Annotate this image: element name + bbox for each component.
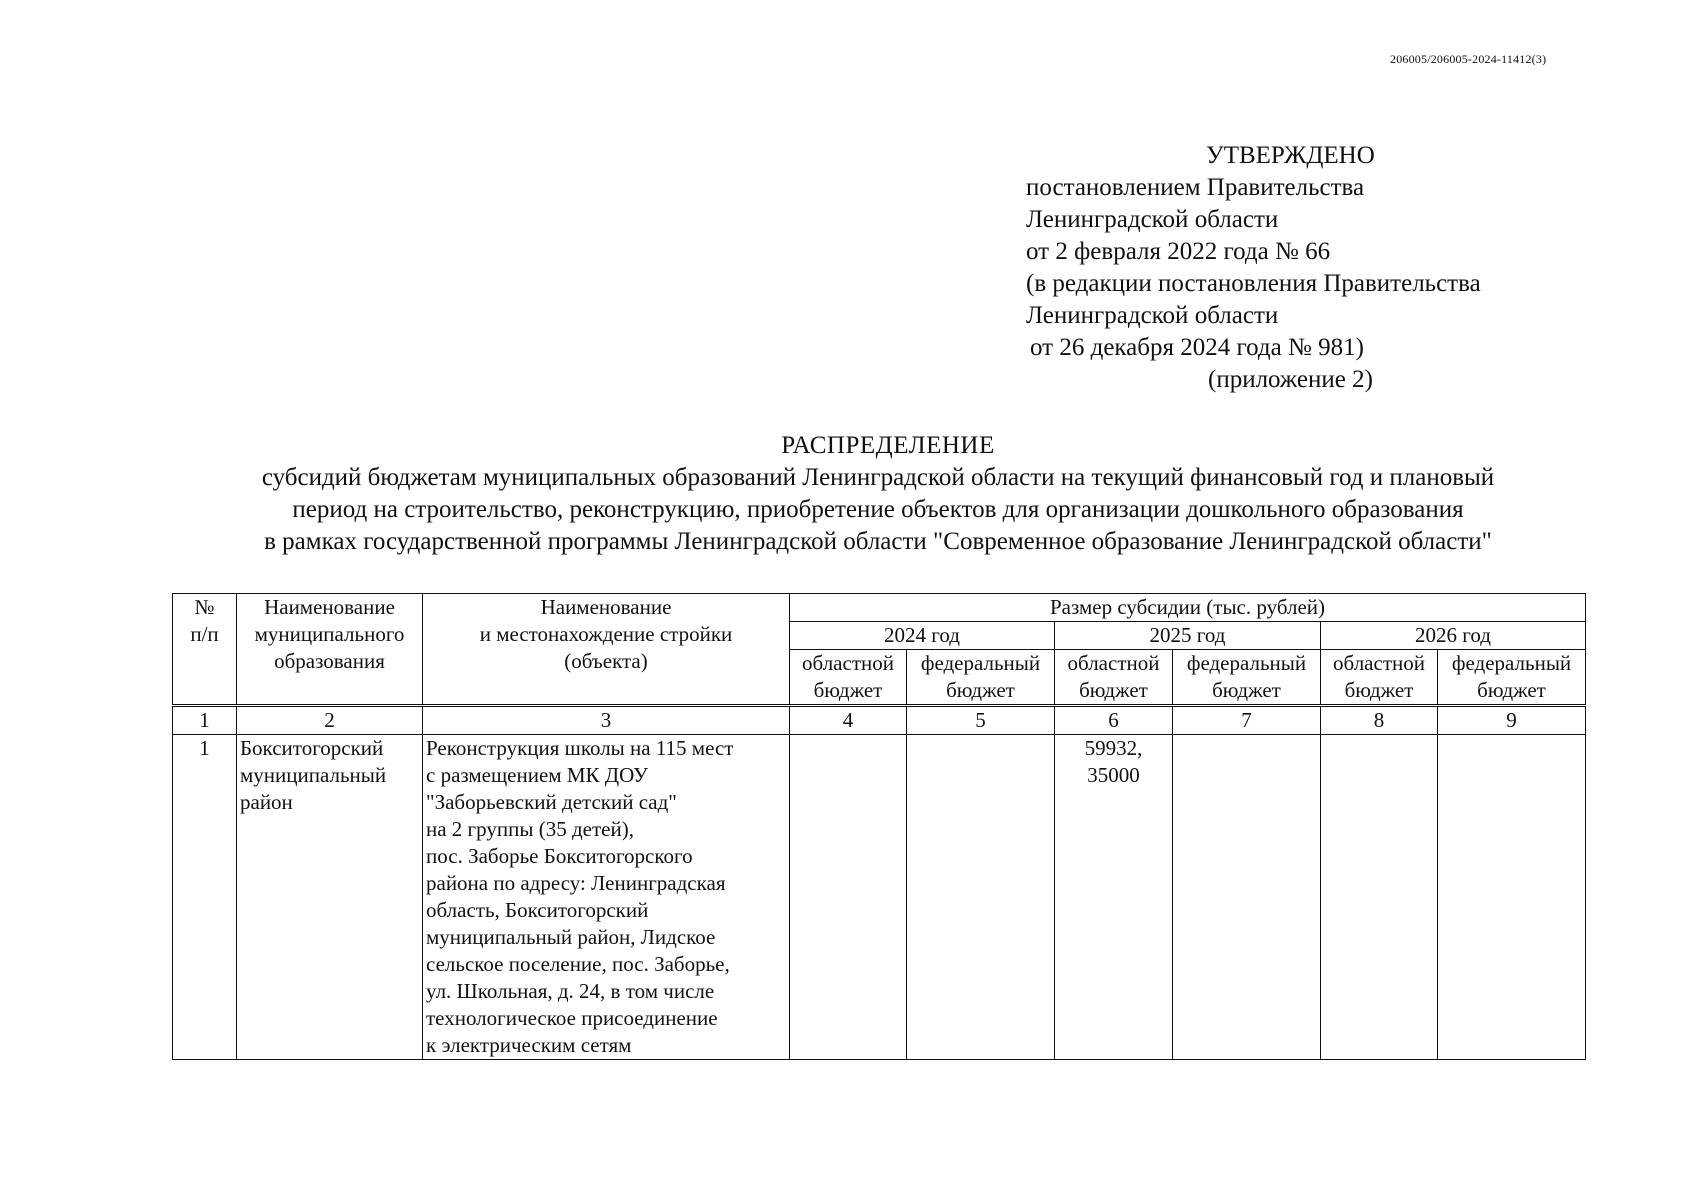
row-municipality: Бокситогорский муниципальный район [237, 735, 423, 1060]
row-2026-regional [1321, 735, 1438, 1060]
approval-block [1026, 140, 1481, 396]
column-number: 4 [790, 706, 907, 735]
header-regional-budget: областной бюджет [1055, 650, 1173, 706]
approval-line: Ленинградской области [1026, 206, 1279, 233]
row-2025-federal [1173, 735, 1321, 1060]
header-year-2026: 2026 год [1321, 622, 1586, 650]
column-number: 9 [1438, 706, 1586, 735]
document-heading [0, 430, 1686, 558]
approval-last-line: от 26 декабря 2024 года № 981) [1030, 334, 1364, 361]
header-regional-budget: областной бюджет [790, 650, 907, 706]
row-2025-regional: 59932, 35000 [1055, 735, 1173, 1060]
column-number: 1 [173, 706, 237, 735]
header-object: Наименование и местонахождение стройки (объекта) [423, 594, 790, 706]
header-municipality: Наименование муниципального образования [237, 594, 423, 706]
approval-title: УТВЕРЖДЕНО [1206, 142, 1375, 169]
heading-line: субсидий бюджетам муниципальных образований Ленинградской области на текущий финансовый год и плановый [261, 464, 1495, 491]
column-number: 8 [1321, 706, 1438, 735]
approval-line: Ленинградской области [1026, 302, 1279, 329]
header-row-1 [173, 594, 1586, 622]
subsidy-table [172, 593, 1586, 1060]
row-2024-regional [790, 735, 907, 1060]
column-number: 6 [1055, 706, 1173, 735]
column-number: 5 [907, 706, 1055, 735]
row-num: 1 [173, 735, 237, 1060]
column-number-row [173, 706, 1586, 735]
header-year-2025: 2025 год [1055, 622, 1321, 650]
header-num: № п/п [173, 594, 237, 706]
header-federal-budget: федеральный бюджет [1438, 650, 1586, 706]
document-id: 206005/206005-2024-11412(3) [1390, 52, 1547, 66]
row-object: Реконструкция школы на 115 мест с размещением МК ДОУ "Заборьевский детский сад" на 2 группы (35 детей), пос. Заборье Бокситогорского района по адресу: Ленинградская область, Бокситогорский муниципальный район, Лидское сельское поселение, пос. Заборье, ул. Школьная, д. 24, в том числе технологическое присоединение к электрическим сетям [423, 735, 790, 1060]
approval-line: (в редакции постановления Правительства [1026, 270, 1481, 297]
approval-line: постановлением Правительства [1026, 174, 1365, 201]
document-title: РАСПРЕДЕЛЕНИЕ [781, 432, 995, 459]
column-number: 7 [1173, 706, 1321, 735]
heading-line: в рамках государственной программы Ленинградской области "Современное образование Ленинградской области" [264, 528, 1492, 555]
row-2026-federal [1438, 735, 1586, 1060]
header-federal-budget: федеральный бюджет [1173, 650, 1321, 706]
header-federal-budget: федеральный бюджет [907, 650, 1055, 706]
column-number: 3 [423, 706, 790, 735]
appendix-label: (приложение 2) [1208, 366, 1373, 393]
approval-line: от 2 февраля 2022 года № 66 [1026, 238, 1331, 265]
row-2024-federal [907, 735, 1055, 1060]
header-subsidy: Размер субсидии (тыс. рублей) [790, 594, 1586, 622]
header-year-2024: 2024 год [790, 622, 1055, 650]
header-regional-budget: областной бюджет [1321, 650, 1438, 706]
heading-line: период на строительство, реконструкцию, приобретение объектов для организации дошкольного образования [292, 496, 1464, 523]
column-number: 2 [237, 706, 423, 735]
table-row [173, 735, 1586, 1060]
